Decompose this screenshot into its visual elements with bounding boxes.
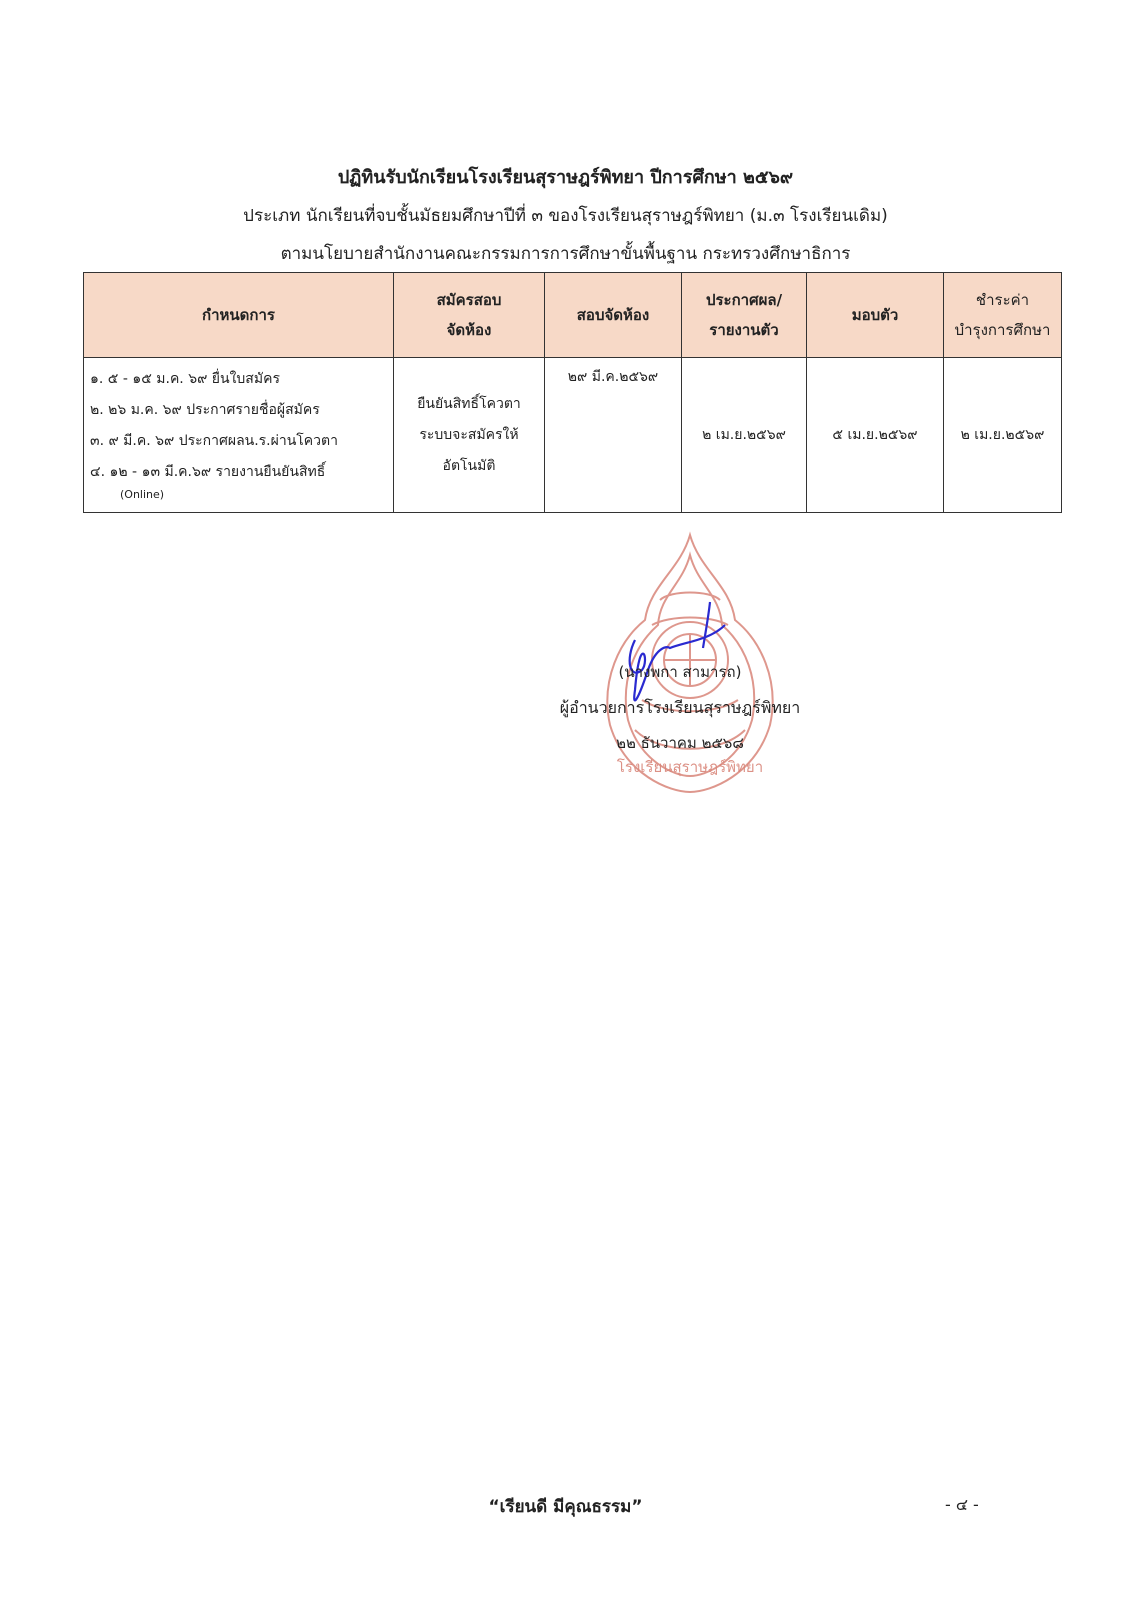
schedule-note: (Online)	[120, 488, 165, 501]
schedule-item: ๒. ๒๖ ม.ค. ๖๙ ประกาศรายชื่อผู้สมัคร	[90, 402, 320, 418]
document-title: ปฏิทินรับนักเรียนโรงเรียนสุราษฎร์พิทยา ปีการศึกษา ๒๕๖๙	[337, 167, 794, 188]
document-subtitle: ประเภท นักเรียนที่จบชั้นมัธยมศึกษาปีที่ ๓ ของโรงเรียนสุราษฎร์พิทยา (ม.๓ โรงเรียนเดิม)	[243, 206, 888, 226]
header-announce-line2: รายงานตัว	[709, 321, 779, 339]
footer-motto: “เรียนดี มีคุณธรรม”	[488, 1497, 643, 1517]
header-announce-line1: ประกาศผล/	[705, 291, 783, 309]
header-fee	[944, 273, 1062, 358]
quota-line: ยืนยันสิทธิ์โควตา	[417, 395, 521, 412]
header-apply-line2: จัดห้อง	[446, 321, 492, 339]
header-fee-line1: ชำระค่า	[975, 291, 1030, 309]
schedule-item: ๑. ๕ - ๑๕ ม.ค. ๖๙ ยื่นใบสมัคร	[90, 371, 280, 387]
header-apply	[394, 273, 545, 358]
quota-line: ระบบจะสมัครให้	[419, 426, 519, 443]
page-number: - ๔ -	[945, 1495, 979, 1514]
table-row	[84, 358, 1062, 513]
table-header-row	[84, 273, 1062, 358]
quota-cell	[394, 358, 545, 513]
admission-schedule-table	[83, 272, 1062, 513]
schedule-cell	[84, 358, 394, 513]
signatory-name: (นางพกา สามารถ)	[618, 663, 742, 681]
header-fee-line2: บำรุงการศึกษา	[954, 321, 1051, 339]
policy-line: ตามนโยบายสำนักงานคณะกรรมการการศึกษาขั้นพื้นฐาน กระทรวงศึกษาธิการ	[280, 244, 851, 264]
schedule-item: ๓. ๙ มี.ค. ๖๙ ประกาศผลน.ร.ผ่านโควตา	[90, 433, 338, 449]
header-exam: สอบจัดห้อง	[545, 273, 682, 358]
schedule-item: ๔. ๑๒ - ๑๓ มี.ค.๖๙ รายงานยืนยันสิทธิ์	[90, 464, 326, 480]
announce-date-cell: ๒ เม.ย.๒๕๖๙	[682, 358, 807, 513]
header-schedule: กำหนดการ	[84, 273, 394, 358]
seal-text: โรงเรียนสุราษฎร์พิทยา	[616, 758, 764, 776]
fee-date-cell: ๒ เม.ย.๒๕๖๙	[944, 358, 1062, 513]
signature-icon	[630, 602, 725, 700]
header-report: มอบตัว	[807, 273, 944, 358]
header-announce	[682, 273, 807, 358]
signature-date: ๒๒ ธันวาคม ๒๕๖๘	[616, 734, 744, 752]
report-date-cell: ๕ เม.ย.๒๕๖๙	[807, 358, 944, 513]
signatory-position: ผู้อำนวยการโรงเรียนสุราษฎร์พิทยา	[559, 698, 801, 717]
exam-date-cell: ๒๙ มี.ค.๒๕๖๙	[545, 358, 682, 513]
quota-line: อัตโนมัติ	[442, 457, 496, 474]
header-apply-line1: สมัครสอบ	[436, 291, 502, 309]
